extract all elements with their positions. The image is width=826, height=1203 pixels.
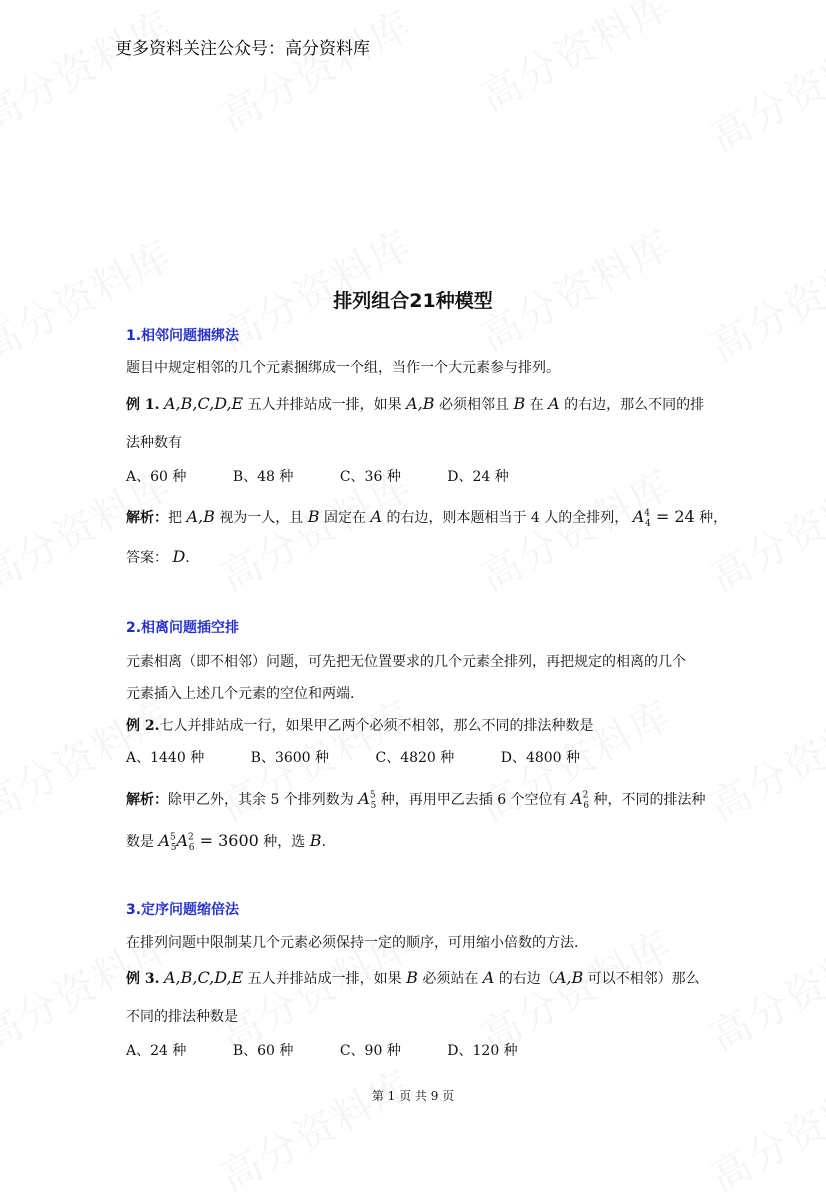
math-b: B [307,507,320,526]
text: 种，选 [263,834,306,850]
example-2-options [126,747,622,767]
text: 的右边，则本题相当于 4 人的全排列， [386,510,629,526]
watermark [699,684,826,833]
example-label: 例 3. [126,971,160,987]
option-b: B、3600 种 [250,750,330,766]
page-footer: 第 1 页 共 9 页 [371,1089,455,1103]
math-ab: A,B [186,507,215,526]
answer-value: D [172,547,186,566]
section-1-desc: 题目中规定相邻的几个元素捆绑成一个组，当作一个大元素参与排列。 [126,360,560,376]
option-a: A、1440 种 [126,750,205,766]
math-abcde: A,B,C,D,E [163,968,244,987]
example-3-line-1 [126,968,700,988]
text: 的右边（ [498,971,555,987]
section-3-heading: 3.定序问题缩倍法 [126,902,240,918]
option-c: C、4820 种 [375,750,455,766]
math-eq24: = 24 [650,507,695,526]
text: 五人并排站成一排，如果 [247,397,402,413]
text: 视为一人，且 [219,510,304,526]
math-a: A [548,394,560,413]
section-1-heading: 1.相邻问题捆绑法 [126,328,240,344]
text: 七人并排站成一行，如果甲乙两个必须不相邻，那么不同的排法种数是 [159,718,594,734]
math-b: B [309,831,322,850]
section-2-heading: 2.相离问题插空排 [126,620,240,636]
example-1-line-1 [126,394,704,414]
text: 固定在 [323,510,366,526]
example-label: 例 1. [126,397,160,413]
text: 必须站在 [422,971,479,987]
math-b: B [406,968,418,987]
solution-2-line-2: 数是 $A^5_5A^2_6 = 3600$ 种，选 B. [126,831,326,854]
option-d: D、4800 种 [500,750,581,766]
math-a44: $A^4_4$ [632,507,651,530]
math-b: B [513,394,526,413]
option-c: C、90 种 [339,1043,401,1059]
solution-label: 解析： [126,510,168,526]
solution-label: 解析： [126,792,168,808]
math-a62: $A^2_6$ [571,789,590,812]
text: 把 [168,510,182,526]
text: 种， [699,510,728,526]
example-2-line [126,715,594,735]
math-ab: A,B [554,968,584,987]
answer-1: 答案： D. [126,547,190,566]
example-1-line-2: 法种数有 [126,435,182,451]
section-3-desc: 在排列问题中限制某几个元素必须保持一定的顺序，可用缩小倍数的方法. [126,935,579,951]
text: 五人并排站成一排，如果 [247,971,402,987]
text: 必须相邻且 [438,397,509,413]
option-b: B、48 种 [232,469,294,485]
math-a55-a62: $A^5_5A^2_6$ [158,831,195,854]
text: 除甲乙外，其余 5 个排列数为 [168,792,354,808]
math-a55: $A^5_5$ [358,789,377,812]
text: 种，再用甲乙去插 6 个空位有 [380,792,567,808]
option-c: C、36 种 [339,469,401,485]
section-2-desc-1: 元素相离（即不相邻）问题，可先把无位置要求的几个元素全排列，再把规定的相离的几个 [126,654,686,670]
header-note: 更多资料关注公众号：高分资料库 [115,39,370,59]
text: 的右边，那么不同的排 [564,397,705,413]
option-a: A、60 种 [126,469,187,485]
math-a: A [370,507,382,526]
math-abcde: A,B,C,D,E [163,394,244,413]
solution-1-line-1 [126,507,727,529]
watermark [0,0,181,143]
text: 在 [529,397,544,413]
math-eq3600: = 3600 [194,831,259,850]
example-label: 例 2. [126,718,160,734]
watermark [469,0,681,123]
text: 可以不相邻）那么 [587,971,700,987]
page-title: 排列组合21种模型 [333,290,493,312]
watermark [699,914,826,1063]
option-a: A、24 种 [126,1043,187,1059]
watermark [209,0,421,143]
watermark [699,1054,826,1203]
math-a: A [482,968,495,987]
solution-2-line-1 [126,789,706,811]
text: 种，不同的排法种 [593,792,706,808]
math-ab: A,B [406,394,435,413]
watermark [209,1054,421,1203]
section-2-desc-2: 元素插入上述几个元素的空位和两端. [126,686,355,702]
example-1-options [126,466,551,486]
text: 数是 [126,834,154,850]
option-d: D、24 种 [447,469,509,485]
answer-label: 答案： [126,550,168,566]
option-d: D、120 种 [447,1043,518,1059]
watermark [699,14,826,163]
example-3-line-2: 不同的排法种数是 [126,1009,238,1025]
example-3-options [126,1040,560,1060]
option-b: B、60 种 [232,1043,294,1059]
